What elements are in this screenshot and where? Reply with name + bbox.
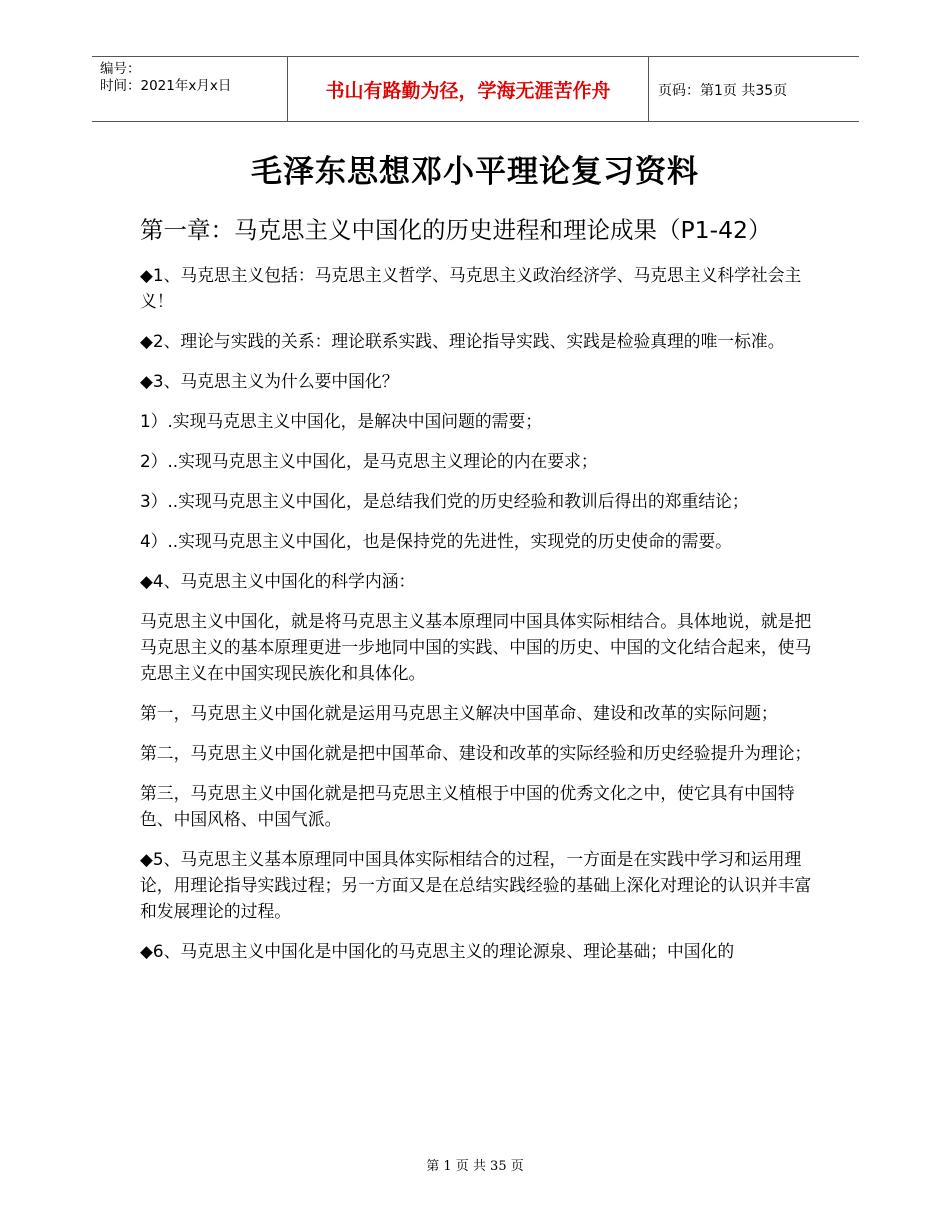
paragraph: ◆1、马克思主义包括：马克思主义哲学、马克思主义政治经济学、马克思主义科学社会主义！ [140,265,802,311]
document-title: 毛泽东思想邓小平理论复习资料 [251,154,699,190]
paragraph: 3）..实现马克思主义中国化，是总结我们党的历史经验和教训后得出的郑重结论； [140,491,749,511]
paragraph: 马克思主义中国化，就是将马克思主义基本原理同中国具体实际相结合。具体地说，就是把马克思主义的基本原理更进一步地同中国的实践、中国的历史、中国的文化结合起来，使马克思主义在中国实现民族化和具体化。 [140,611,812,683]
header-time-label: 时间：2021年x月x日 [100,78,232,94]
paragraph: 1）.实现马克思主义中国化，是解决中国问题的需要； [140,411,542,431]
chapter-heading: 第一章：马克思主义中国化的历史进程和理论成果（P1-42） [140,216,772,244]
header-page-label: 页码：第1页 共35页 [658,83,788,99]
paragraph: ◆5、马克思主义基本原理同中国具体实际相结合的过程，一方面是在实践中学习和运用理论，用理论指导实践过程；另一方面又是在总结实践经验的基础上深化对理论的认识并丰富和发展理论的过程。 [140,849,812,921]
header-motto: 书山有路勤为径，学海无涯苦作舟 [287,57,649,121]
document-body [140,262,820,978]
paragraph: 第二，马克思主义中国化就是把中国革命、建设和改革的实际经验和历史经验提升为理论； [140,743,812,763]
paragraph: ◆3、马克思主义为什么要中国化？ [140,371,399,391]
page-footer: 第 1 页 共 35 页 [426,1159,524,1174]
paragraph: ◆4、马克思主义中国化的科学内涵： [140,571,416,591]
paragraph: ◆2、理论与实践的关系：理论联系实践、理论指导实践、实践是检验真理的唯一标准。 [140,331,785,351]
paragraph: ◆6、马克思主义中国化是中国化的马克思主义的理论源泉、理论基础；中国化的 [140,941,735,961]
header-number-label: 编号： [100,61,141,77]
paragraph: 第三，马克思主义中国化就是把马克思主义植根于中国的优秀文化之中，使它具有中国特色、中国风格、中国气派。 [140,783,795,829]
paragraph: 第一，马克思主义中国化就是运用马克思主义解决中国革命、建设和改革的实际问题； [140,703,778,723]
paragraph: 2）..实现马克思主义中国化，是马克思主义理论的内在要求； [140,451,598,471]
header-meta [100,61,231,95]
page-header [92,56,859,122]
paragraph: 4）..实现马克思主义中国化，也是保持党的先进性，实现党的历史使命的需要。 [140,531,732,551]
